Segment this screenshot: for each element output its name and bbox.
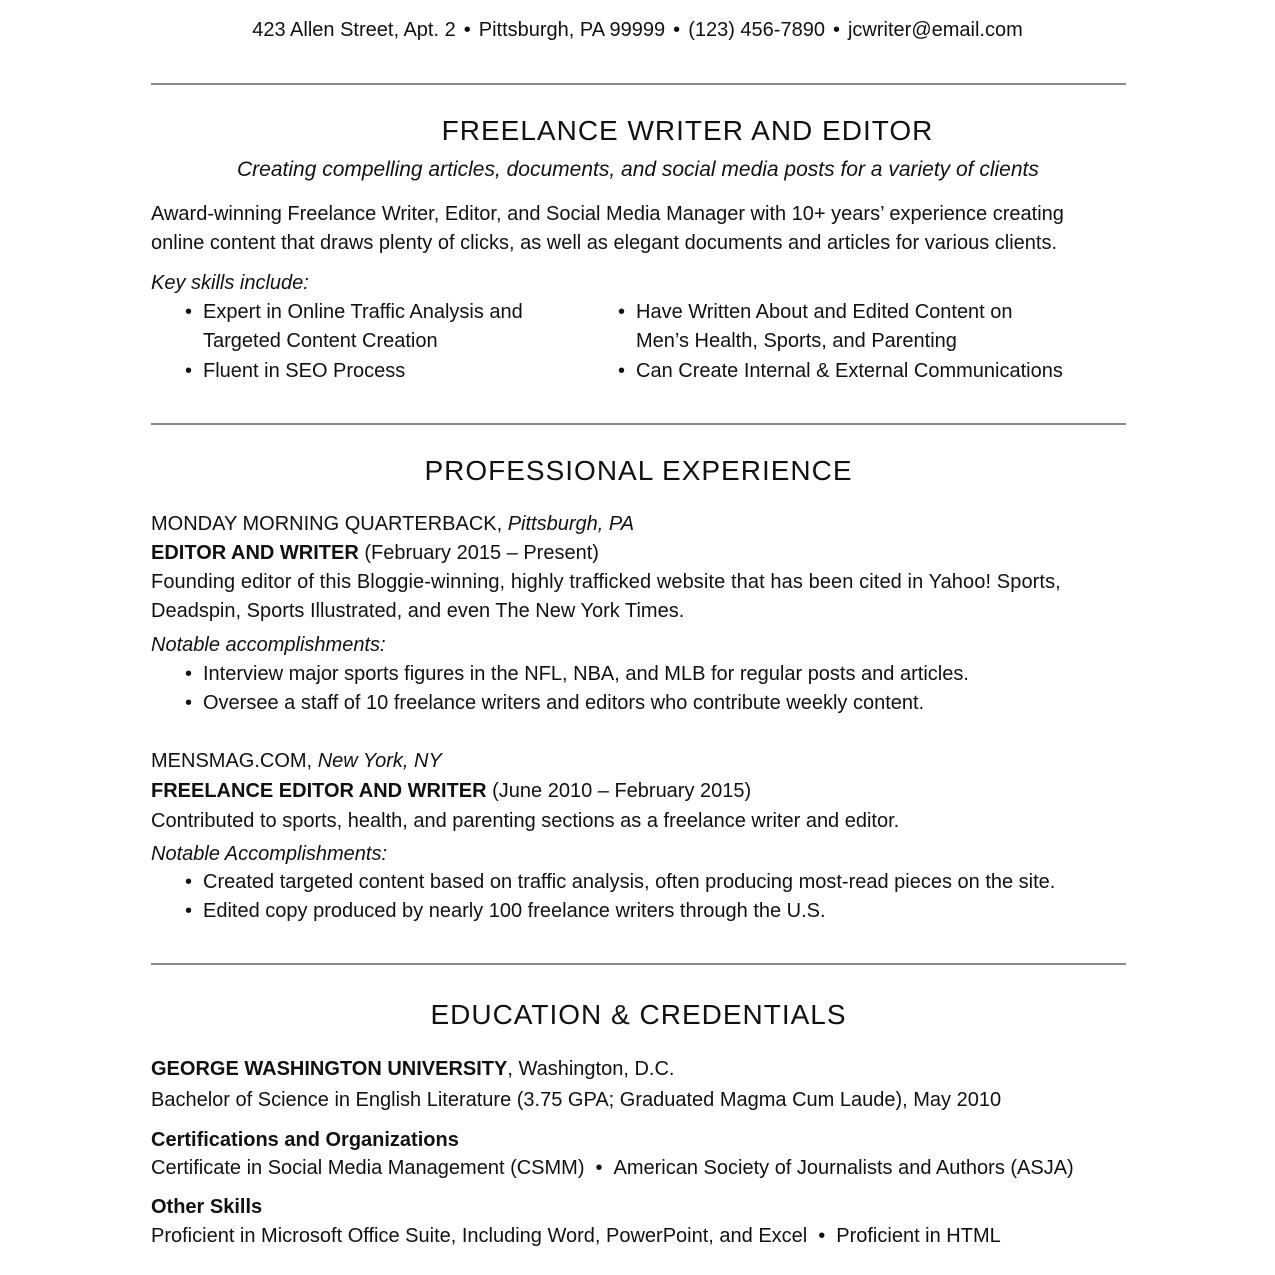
other-skill-item: Proficient in HTML bbox=[836, 1225, 1001, 1247]
school-location: , Washington, D.C. bbox=[507, 1058, 675, 1080]
job-company-line bbox=[151, 510, 634, 539]
job-location: Pittsburgh, PA bbox=[507, 513, 635, 535]
job-company: MONDAY MORNING QUARTERBACK, bbox=[151, 513, 503, 535]
accomplishments-heading: Notable Accomplishments: bbox=[151, 843, 388, 865]
contact-separator: • bbox=[832, 19, 840, 41]
bullet-icon: • bbox=[185, 871, 193, 893]
contact-line bbox=[0, 19, 1275, 42]
accomplishment-item: • Oversee a staff of 10 freelance writers and editors who contribute weekly content. bbox=[203, 689, 924, 718]
job-description: Founding editor of this Bloggie-winning, highly trafficked website that has been cited in Yahoo! Sports, bbox=[151, 571, 1061, 593]
summary-line: Award-winning Freelance Writer, Editor, and Social Media Manager with 10+ years’ experience creating bbox=[151, 203, 1064, 225]
separator: • bbox=[595, 1157, 603, 1179]
job-company: MENSMAG.COM, bbox=[151, 750, 313, 772]
contact-email[interactable]: jcwriter@email.com bbox=[847, 19, 1023, 41]
contact-address: 423 Allen Street, Apt. 2 bbox=[252, 19, 456, 41]
other-skill-item: Proficient in Microsoft Office Suite, Including Word, PowerPoint, and Excel bbox=[151, 1225, 808, 1247]
accomplishment-item: • Edited copy produced by nearly 100 freelance writers through the U.S. bbox=[203, 897, 826, 926]
bullet-icon: • bbox=[185, 360, 193, 382]
education-title: EDUCATION & CREDENTIALS bbox=[430, 999, 847, 1030]
certifications-line bbox=[151, 1154, 1074, 1183]
bullet-icon: • bbox=[185, 692, 193, 714]
bullet-icon: • bbox=[618, 360, 626, 382]
certification-item: American Society of Journalists and Authors (ASJA) bbox=[613, 1157, 1074, 1179]
job-company-line bbox=[151, 747, 442, 776]
skill-item: • Can Create Internal & External Communications bbox=[636, 357, 1063, 386]
contact-separator: • bbox=[463, 19, 471, 41]
accomplishment-item: • Interview major sports figures in the NFL, NBA, and MLB for regular posts and articles. bbox=[203, 660, 969, 689]
certification-item: Certificate in Social Media Management (CSMM) bbox=[151, 1157, 585, 1179]
accomplishment-item: • Created targeted content based on traffic analysis, often producing most-read pieces on the site. bbox=[203, 868, 1055, 897]
degree: Bachelor of Science in English Literature (3.75 GPA; Graduated Magma Cum Laude), May 2010 bbox=[151, 1089, 1002, 1111]
skill-item: • Fluent in SEO Process bbox=[203, 357, 405, 386]
job-dates: (February 2015 – Present) bbox=[364, 542, 599, 564]
school-line bbox=[151, 1055, 674, 1084]
skill-item: • Expert in Online Traffic Analysis and Targeted Content Creation bbox=[203, 298, 523, 356]
experience-title: PROFESSIONAL EXPERIENCE bbox=[424, 455, 853, 486]
skill-item: • Have Written About and Edited Content on Men’s Health, Sports, and Parenting bbox=[636, 298, 1013, 356]
bullet-icon: • bbox=[185, 900, 193, 922]
other-skills-heading: Other Skills bbox=[151, 1196, 263, 1218]
job-role-line bbox=[151, 539, 599, 568]
job-description: Deadspin, Sports Illustrated, and even The New York Times. bbox=[151, 600, 685, 622]
headline-title: FREELANCE WRITER AND EDITOR bbox=[441, 115, 934, 146]
divider bbox=[151, 83, 1126, 85]
headline-tagline: Creating compelling articles, documents, and social media posts for a variety of clients bbox=[237, 158, 1039, 181]
bullet-icon: • bbox=[185, 663, 193, 685]
divider bbox=[151, 423, 1126, 425]
other-skills-line bbox=[151, 1222, 1001, 1251]
job-role: EDITOR AND WRITER bbox=[151, 542, 359, 564]
job-location: New York, NY bbox=[317, 750, 442, 772]
separator: • bbox=[818, 1225, 826, 1247]
bullet-icon: • bbox=[618, 301, 626, 323]
job-dates: (June 2010 – February 2015) bbox=[492, 780, 752, 802]
job-description: Contributed to sports, health, and parenting sections as a freelance writer and editor. bbox=[151, 810, 900, 832]
skills-heading: Key skills include: bbox=[151, 272, 309, 294]
job-role: FREELANCE EDITOR AND WRITER bbox=[151, 780, 487, 802]
accomplishments-heading: Notable accomplishments: bbox=[151, 634, 386, 656]
contact-separator: • bbox=[673, 19, 681, 41]
school-name: GEORGE WASHINGTON UNIVERSITY bbox=[151, 1058, 508, 1080]
summary-line: online content that draws plenty of clicks, as well as elegant documents and articles for various clients. bbox=[151, 232, 1058, 254]
contact-phone: (123) 456-7890 bbox=[688, 19, 825, 41]
contact-city: Pittsburgh, PA 99999 bbox=[478, 19, 666, 41]
divider bbox=[151, 963, 1126, 965]
certifications-heading: Certifications and Organizations bbox=[151, 1129, 459, 1151]
bullet-icon: • bbox=[185, 301, 193, 323]
job-role-line bbox=[151, 777, 751, 806]
